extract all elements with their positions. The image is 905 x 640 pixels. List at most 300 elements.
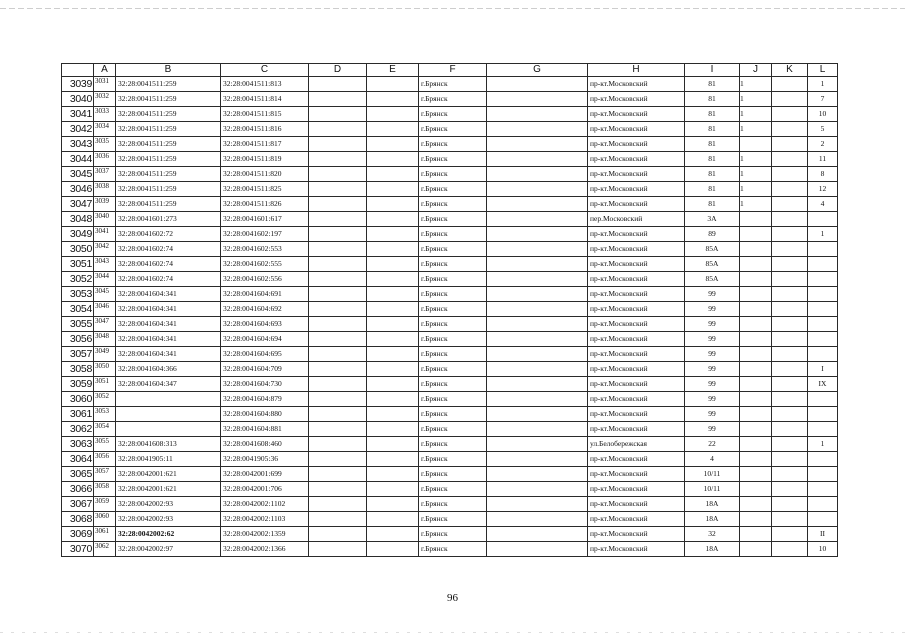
- cell-b[interactable]: 32:28:0041604:341: [116, 302, 221, 317]
- cell-a[interactable]: 3058: [94, 482, 116, 497]
- cell-h[interactable]: пр-кт.Московский: [588, 467, 685, 482]
- cell-i[interactable]: 18А: [685, 512, 740, 527]
- cell-h[interactable]: пр-кт.Московский: [588, 497, 685, 512]
- cell-e[interactable]: [367, 212, 419, 227]
- cell-a[interactable]: 3040: [94, 212, 116, 227]
- cell-a[interactable]: 3039: [94, 197, 116, 212]
- cell-a[interactable]: 3032: [94, 92, 116, 107]
- cell-b[interactable]: 32:28:0041511:259: [116, 122, 221, 137]
- cell-e[interactable]: [367, 272, 419, 287]
- cell-l[interactable]: [808, 302, 838, 317]
- cell-f[interactable]: г.Брянск: [419, 212, 487, 227]
- row-number[interactable]: 3047: [62, 197, 94, 212]
- cell-i[interactable]: 99: [685, 317, 740, 332]
- cell-i[interactable]: 18А: [685, 497, 740, 512]
- cell-j[interactable]: [740, 452, 772, 467]
- cell-e[interactable]: [367, 422, 419, 437]
- cell-i[interactable]: 81: [685, 197, 740, 212]
- cell-f[interactable]: г.Брянск: [419, 77, 487, 92]
- cell-b[interactable]: 32:28:0042002:93: [116, 512, 221, 527]
- cell-b[interactable]: 32:28:0041604:341: [116, 332, 221, 347]
- cell-i[interactable]: 81: [685, 182, 740, 197]
- cell-j[interactable]: 1: [740, 77, 772, 92]
- cell-b[interactable]: 32:28:0041608:313: [116, 437, 221, 452]
- cell-l[interactable]: [808, 347, 838, 362]
- cell-b[interactable]: 32:28:0042002:62: [116, 527, 221, 542]
- cell-i[interactable]: 99: [685, 362, 740, 377]
- cell-d[interactable]: [309, 527, 367, 542]
- cell-c[interactable]: 32:28:0041511:826: [221, 197, 309, 212]
- cell-h[interactable]: пр-кт.Московский: [588, 317, 685, 332]
- cell-l[interactable]: 1: [808, 437, 838, 452]
- cell-e[interactable]: [367, 527, 419, 542]
- cell-i[interactable]: 99: [685, 392, 740, 407]
- cell-j[interactable]: 1: [740, 167, 772, 182]
- cell-h[interactable]: пр-кт.Московский: [588, 362, 685, 377]
- row-number[interactable]: 3065: [62, 467, 94, 482]
- cell-l[interactable]: [808, 512, 838, 527]
- cell-d[interactable]: [309, 542, 367, 557]
- cell-f[interactable]: г.Брянск: [419, 512, 487, 527]
- row-number[interactable]: 3042: [62, 122, 94, 137]
- cell-g[interactable]: [487, 467, 588, 482]
- cell-j[interactable]: 1: [740, 197, 772, 212]
- cell-h[interactable]: пр-кт.Московский: [588, 167, 685, 182]
- cell-c[interactable]: 32:28:0041604:730: [221, 377, 309, 392]
- cell-k[interactable]: [772, 437, 808, 452]
- row-number[interactable]: 3070: [62, 542, 94, 557]
- cell-a[interactable]: 3043: [94, 257, 116, 272]
- cell-b[interactable]: [116, 407, 221, 422]
- cell-i[interactable]: 81: [685, 122, 740, 137]
- cell-e[interactable]: [367, 362, 419, 377]
- cell-a[interactable]: 3059: [94, 497, 116, 512]
- cell-d[interactable]: [309, 422, 367, 437]
- cell-a[interactable]: 3038: [94, 182, 116, 197]
- cell-b[interactable]: 32:28:0041511:259: [116, 152, 221, 167]
- cell-h[interactable]: пр-кт.Московский: [588, 287, 685, 302]
- cell-b[interactable]: 32:28:0041511:259: [116, 107, 221, 122]
- cell-l[interactable]: 5: [808, 122, 838, 137]
- cell-f[interactable]: г.Брянск: [419, 542, 487, 557]
- cell-k[interactable]: [772, 497, 808, 512]
- cell-l[interactable]: [808, 317, 838, 332]
- cell-j[interactable]: [740, 407, 772, 422]
- cell-l[interactable]: [808, 452, 838, 467]
- cell-l[interactable]: [808, 407, 838, 422]
- cell-c[interactable]: 32:28:0041604:709: [221, 362, 309, 377]
- cell-a[interactable]: 3037: [94, 167, 116, 182]
- cell-j[interactable]: 1: [740, 92, 772, 107]
- cell-a[interactable]: 3055: [94, 437, 116, 452]
- row-number[interactable]: 3068: [62, 512, 94, 527]
- cell-l[interactable]: 1: [808, 77, 838, 92]
- cell-b[interactable]: [116, 422, 221, 437]
- cell-c[interactable]: 32:28:0041602:553: [221, 242, 309, 257]
- cell-b[interactable]: 32:28:0042001:621: [116, 467, 221, 482]
- cell-c[interactable]: 32:28:0042002:1102: [221, 497, 309, 512]
- cell-d[interactable]: [309, 77, 367, 92]
- cell-i[interactable]: 81: [685, 137, 740, 152]
- cell-k[interactable]: [772, 542, 808, 557]
- row-number[interactable]: 3069: [62, 527, 94, 542]
- cell-b[interactable]: 32:28:0041602:74: [116, 272, 221, 287]
- cell-h[interactable]: пр-кт.Московский: [588, 197, 685, 212]
- cell-k[interactable]: [772, 167, 808, 182]
- cell-f[interactable]: г.Брянск: [419, 152, 487, 167]
- cell-i[interactable]: 81: [685, 77, 740, 92]
- cell-k[interactable]: [772, 257, 808, 272]
- cell-e[interactable]: [367, 437, 419, 452]
- cell-a[interactable]: 3046: [94, 302, 116, 317]
- cell-k[interactable]: [772, 467, 808, 482]
- cell-l[interactable]: II: [808, 527, 838, 542]
- cell-j[interactable]: [740, 332, 772, 347]
- cell-g[interactable]: [487, 392, 588, 407]
- cell-k[interactable]: [772, 407, 808, 422]
- column-header-f[interactable]: F: [419, 64, 487, 77]
- cell-f[interactable]: г.Брянск: [419, 527, 487, 542]
- row-number[interactable]: 3066: [62, 482, 94, 497]
- cell-f[interactable]: г.Брянск: [419, 497, 487, 512]
- cell-c[interactable]: 32:28:0041604:691: [221, 287, 309, 302]
- cell-c[interactable]: 32:28:0042002:1103: [221, 512, 309, 527]
- row-number[interactable]: 3060: [62, 392, 94, 407]
- cell-f[interactable]: г.Брянск: [419, 392, 487, 407]
- cell-h[interactable]: пр-кт.Московский: [588, 347, 685, 362]
- cell-f[interactable]: г.Брянск: [419, 287, 487, 302]
- cell-g[interactable]: [487, 167, 588, 182]
- cell-k[interactable]: [772, 347, 808, 362]
- cell-d[interactable]: [309, 212, 367, 227]
- cell-h[interactable]: ул.Белобережская: [588, 437, 685, 452]
- cell-j[interactable]: [740, 362, 772, 377]
- row-number[interactable]: 3051: [62, 257, 94, 272]
- cell-d[interactable]: [309, 332, 367, 347]
- cell-k[interactable]: [772, 242, 808, 257]
- cell-b[interactable]: [116, 392, 221, 407]
- cell-b[interactable]: 32:28:0041604:341: [116, 317, 221, 332]
- cell-c[interactable]: 32:28:0041905:36: [221, 452, 309, 467]
- row-number[interactable]: 3062: [62, 422, 94, 437]
- row-number[interactable]: 3063: [62, 437, 94, 452]
- cell-e[interactable]: [367, 302, 419, 317]
- cell-e[interactable]: [367, 257, 419, 272]
- cell-f[interactable]: г.Брянск: [419, 422, 487, 437]
- cell-k[interactable]: [772, 317, 808, 332]
- cell-g[interactable]: [487, 407, 588, 422]
- row-number[interactable]: 3052: [62, 272, 94, 287]
- cell-a[interactable]: 3051: [94, 377, 116, 392]
- cell-k[interactable]: [772, 527, 808, 542]
- row-number[interactable]: 3056: [62, 332, 94, 347]
- cell-d[interactable]: [309, 512, 367, 527]
- cell-g[interactable]: [487, 152, 588, 167]
- cell-d[interactable]: [309, 287, 367, 302]
- cell-k[interactable]: [772, 272, 808, 287]
- cell-k[interactable]: [772, 512, 808, 527]
- cell-l[interactable]: [808, 422, 838, 437]
- column-header-e[interactable]: E: [367, 64, 419, 77]
- cell-k[interactable]: [772, 197, 808, 212]
- cell-d[interactable]: [309, 392, 367, 407]
- cell-f[interactable]: г.Брянск: [419, 92, 487, 107]
- column-header-k[interactable]: K: [772, 64, 808, 77]
- cell-c[interactable]: 32:28:0041604:694: [221, 332, 309, 347]
- cell-e[interactable]: [367, 287, 419, 302]
- cell-h[interactable]: пр-кт.Московский: [588, 242, 685, 257]
- cell-j[interactable]: [740, 437, 772, 452]
- cell-b[interactable]: 32:28:0041604:341: [116, 287, 221, 302]
- cell-j[interactable]: [740, 302, 772, 317]
- cell-c[interactable]: 32:28:0041604:880: [221, 407, 309, 422]
- cell-i[interactable]: 99: [685, 332, 740, 347]
- cell-d[interactable]: [309, 362, 367, 377]
- cell-i[interactable]: 99: [685, 377, 740, 392]
- cell-h[interactable]: пр-кт.Московский: [588, 152, 685, 167]
- cell-f[interactable]: г.Брянск: [419, 347, 487, 362]
- cell-b[interactable]: 32:28:0041511:259: [116, 77, 221, 92]
- cell-a[interactable]: 3034: [94, 122, 116, 137]
- cell-e[interactable]: [367, 332, 419, 347]
- cell-j[interactable]: 1: [740, 122, 772, 137]
- cell-j[interactable]: [740, 137, 772, 152]
- row-number[interactable]: 3049: [62, 227, 94, 242]
- cell-k[interactable]: [772, 287, 808, 302]
- cell-l[interactable]: IX: [808, 377, 838, 392]
- corner-header[interactable]: [62, 64, 94, 77]
- cell-k[interactable]: [772, 227, 808, 242]
- cell-g[interactable]: [487, 197, 588, 212]
- cell-g[interactable]: [487, 497, 588, 512]
- cell-d[interactable]: [309, 137, 367, 152]
- cell-h[interactable]: пр-кт.Московский: [588, 377, 685, 392]
- cell-c[interactable]: 32:28:0041511:817: [221, 137, 309, 152]
- cell-k[interactable]: [772, 137, 808, 152]
- cell-i[interactable]: 10/11: [685, 467, 740, 482]
- cell-a[interactable]: 3036: [94, 152, 116, 167]
- cell-c[interactable]: 32:28:0042001:699: [221, 467, 309, 482]
- cell-c[interactable]: 32:28:0041604:881: [221, 422, 309, 437]
- cell-f[interactable]: г.Брянск: [419, 122, 487, 137]
- cell-j[interactable]: [740, 497, 772, 512]
- cell-e[interactable]: [367, 392, 419, 407]
- cell-g[interactable]: [487, 317, 588, 332]
- cell-g[interactable]: [487, 437, 588, 452]
- cell-e[interactable]: [367, 92, 419, 107]
- cell-b[interactable]: 32:28:0041511:259: [116, 92, 221, 107]
- cell-l[interactable]: [808, 482, 838, 497]
- cell-k[interactable]: [772, 362, 808, 377]
- cell-a[interactable]: 3048: [94, 332, 116, 347]
- cell-f[interactable]: г.Брянск: [419, 167, 487, 182]
- cell-d[interactable]: [309, 182, 367, 197]
- row-number[interactable]: 3059: [62, 377, 94, 392]
- cell-k[interactable]: [772, 152, 808, 167]
- cell-i[interactable]: 99: [685, 422, 740, 437]
- cell-l[interactable]: [808, 497, 838, 512]
- cell-k[interactable]: [772, 332, 808, 347]
- cell-l[interactable]: 1: [808, 227, 838, 242]
- cell-l[interactable]: 11: [808, 152, 838, 167]
- cell-e[interactable]: [367, 167, 419, 182]
- cell-d[interactable]: [309, 242, 367, 257]
- cell-l[interactable]: 10: [808, 107, 838, 122]
- cell-h[interactable]: пр-кт.Московский: [588, 227, 685, 242]
- cell-h[interactable]: пр-кт.Московский: [588, 512, 685, 527]
- cell-b[interactable]: 32:28:0041601:273: [116, 212, 221, 227]
- cell-c[interactable]: 32:28:0041608:460: [221, 437, 309, 452]
- cell-f[interactable]: г.Брянск: [419, 302, 487, 317]
- column-header-g[interactable]: G: [487, 64, 588, 77]
- cell-a[interactable]: 3061: [94, 527, 116, 542]
- cell-a[interactable]: 3062: [94, 542, 116, 557]
- cell-g[interactable]: [487, 347, 588, 362]
- cell-d[interactable]: [309, 437, 367, 452]
- cell-a[interactable]: 3053: [94, 407, 116, 422]
- cell-g[interactable]: [487, 422, 588, 437]
- cell-a[interactable]: 3049: [94, 347, 116, 362]
- cell-j[interactable]: [740, 227, 772, 242]
- cell-l[interactable]: [808, 257, 838, 272]
- cell-i[interactable]: 81: [685, 167, 740, 182]
- column-header-i[interactable]: I: [685, 64, 740, 77]
- cell-i[interactable]: 99: [685, 347, 740, 362]
- cell-d[interactable]: [309, 197, 367, 212]
- cell-i[interactable]: 89: [685, 227, 740, 242]
- cell-g[interactable]: [487, 257, 588, 272]
- cell-g[interactable]: [487, 92, 588, 107]
- cell-f[interactable]: г.Брянск: [419, 332, 487, 347]
- cell-a[interactable]: 3057: [94, 467, 116, 482]
- cell-b[interactable]: 32:28:0041511:259: [116, 137, 221, 152]
- cell-c[interactable]: 32:28:0041511:820: [221, 167, 309, 182]
- cell-h[interactable]: пер.Московский: [588, 212, 685, 227]
- cell-j[interactable]: 1: [740, 152, 772, 167]
- cell-b[interactable]: 32:28:0041604:347: [116, 377, 221, 392]
- cell-b[interactable]: 32:28:0042001:621: [116, 482, 221, 497]
- cell-h[interactable]: пр-кт.Московский: [588, 452, 685, 467]
- cell-l[interactable]: 4: [808, 197, 838, 212]
- cell-a[interactable]: 3054: [94, 422, 116, 437]
- cell-l[interactable]: [808, 467, 838, 482]
- cell-g[interactable]: [487, 227, 588, 242]
- cell-i[interactable]: 99: [685, 302, 740, 317]
- cell-j[interactable]: [740, 527, 772, 542]
- cell-b[interactable]: 32:28:0041604:341: [116, 347, 221, 362]
- cell-f[interactable]: г.Брянск: [419, 107, 487, 122]
- cell-k[interactable]: [772, 92, 808, 107]
- cell-a[interactable]: 3041: [94, 227, 116, 242]
- cell-g[interactable]: [487, 527, 588, 542]
- cell-j[interactable]: [740, 482, 772, 497]
- cell-k[interactable]: [772, 77, 808, 92]
- cell-d[interactable]: [309, 257, 367, 272]
- cell-a[interactable]: 3045: [94, 287, 116, 302]
- cell-f[interactable]: г.Брянск: [419, 272, 487, 287]
- cell-b[interactable]: 32:28:0041602:74: [116, 257, 221, 272]
- cell-j[interactable]: [740, 272, 772, 287]
- cell-l[interactable]: [808, 392, 838, 407]
- cell-l[interactable]: [808, 212, 838, 227]
- cell-i[interactable]: 99: [685, 407, 740, 422]
- cell-d[interactable]: [309, 272, 367, 287]
- cell-d[interactable]: [309, 92, 367, 107]
- cell-a[interactable]: 3031: [94, 77, 116, 92]
- cell-d[interactable]: [309, 317, 367, 332]
- cell-f[interactable]: г.Брянск: [419, 197, 487, 212]
- column-header-j[interactable]: J: [740, 64, 772, 77]
- cell-k[interactable]: [772, 182, 808, 197]
- cell-h[interactable]: пр-кт.Московский: [588, 107, 685, 122]
- cell-i[interactable]: 81: [685, 92, 740, 107]
- row-number[interactable]: 3061: [62, 407, 94, 422]
- cell-h[interactable]: пр-кт.Московский: [588, 302, 685, 317]
- row-number[interactable]: 3057: [62, 347, 94, 362]
- cell-d[interactable]: [309, 347, 367, 362]
- cell-e[interactable]: [367, 137, 419, 152]
- row-number[interactable]: 3039: [62, 77, 94, 92]
- cell-g[interactable]: [487, 137, 588, 152]
- cell-f[interactable]: г.Брянск: [419, 242, 487, 257]
- cell-g[interactable]: [487, 512, 588, 527]
- cell-i[interactable]: 32: [685, 527, 740, 542]
- cell-j[interactable]: [740, 347, 772, 362]
- cell-c[interactable]: 32:28:0041604:692: [221, 302, 309, 317]
- cell-e[interactable]: [367, 107, 419, 122]
- column-header-d[interactable]: D: [309, 64, 367, 77]
- cell-f[interactable]: г.Брянск: [419, 362, 487, 377]
- row-number[interactable]: 3045: [62, 167, 94, 182]
- cell-e[interactable]: [367, 122, 419, 137]
- cell-g[interactable]: [487, 482, 588, 497]
- row-number[interactable]: 3046: [62, 182, 94, 197]
- row-number[interactable]: 3050: [62, 242, 94, 257]
- cell-g[interactable]: [487, 242, 588, 257]
- cell-g[interactable]: [487, 77, 588, 92]
- cell-e[interactable]: [367, 197, 419, 212]
- cell-k[interactable]: [772, 392, 808, 407]
- cell-d[interactable]: [309, 377, 367, 392]
- cell-l[interactable]: [808, 332, 838, 347]
- cell-a[interactable]: 3060: [94, 512, 116, 527]
- cell-j[interactable]: [740, 422, 772, 437]
- cell-e[interactable]: [367, 467, 419, 482]
- cell-b[interactable]: 32:28:0041511:259: [116, 182, 221, 197]
- cell-c[interactable]: 32:28:0041511:819: [221, 152, 309, 167]
- cell-l[interactable]: 10: [808, 542, 838, 557]
- cell-c[interactable]: 32:28:0041511:813: [221, 77, 309, 92]
- cell-i[interactable]: 85А: [685, 272, 740, 287]
- cell-b[interactable]: 32:28:0042002:93: [116, 497, 221, 512]
- cell-c[interactable]: 32:28:0041604:695: [221, 347, 309, 362]
- row-number[interactable]: 3054: [62, 302, 94, 317]
- cell-l[interactable]: 8: [808, 167, 838, 182]
- cell-g[interactable]: [487, 377, 588, 392]
- cell-d[interactable]: [309, 152, 367, 167]
- cell-f[interactable]: г.Брянск: [419, 257, 487, 272]
- cell-h[interactable]: пр-кт.Московский: [588, 122, 685, 137]
- cell-j[interactable]: [740, 377, 772, 392]
- cell-h[interactable]: пр-кт.Московский: [588, 407, 685, 422]
- cell-d[interactable]: [309, 452, 367, 467]
- cell-d[interactable]: [309, 227, 367, 242]
- cell-j[interactable]: [740, 512, 772, 527]
- cell-k[interactable]: [772, 212, 808, 227]
- row-number[interactable]: 3044: [62, 152, 94, 167]
- cell-c[interactable]: 32:28:0041604:879: [221, 392, 309, 407]
- cell-g[interactable]: [487, 107, 588, 122]
